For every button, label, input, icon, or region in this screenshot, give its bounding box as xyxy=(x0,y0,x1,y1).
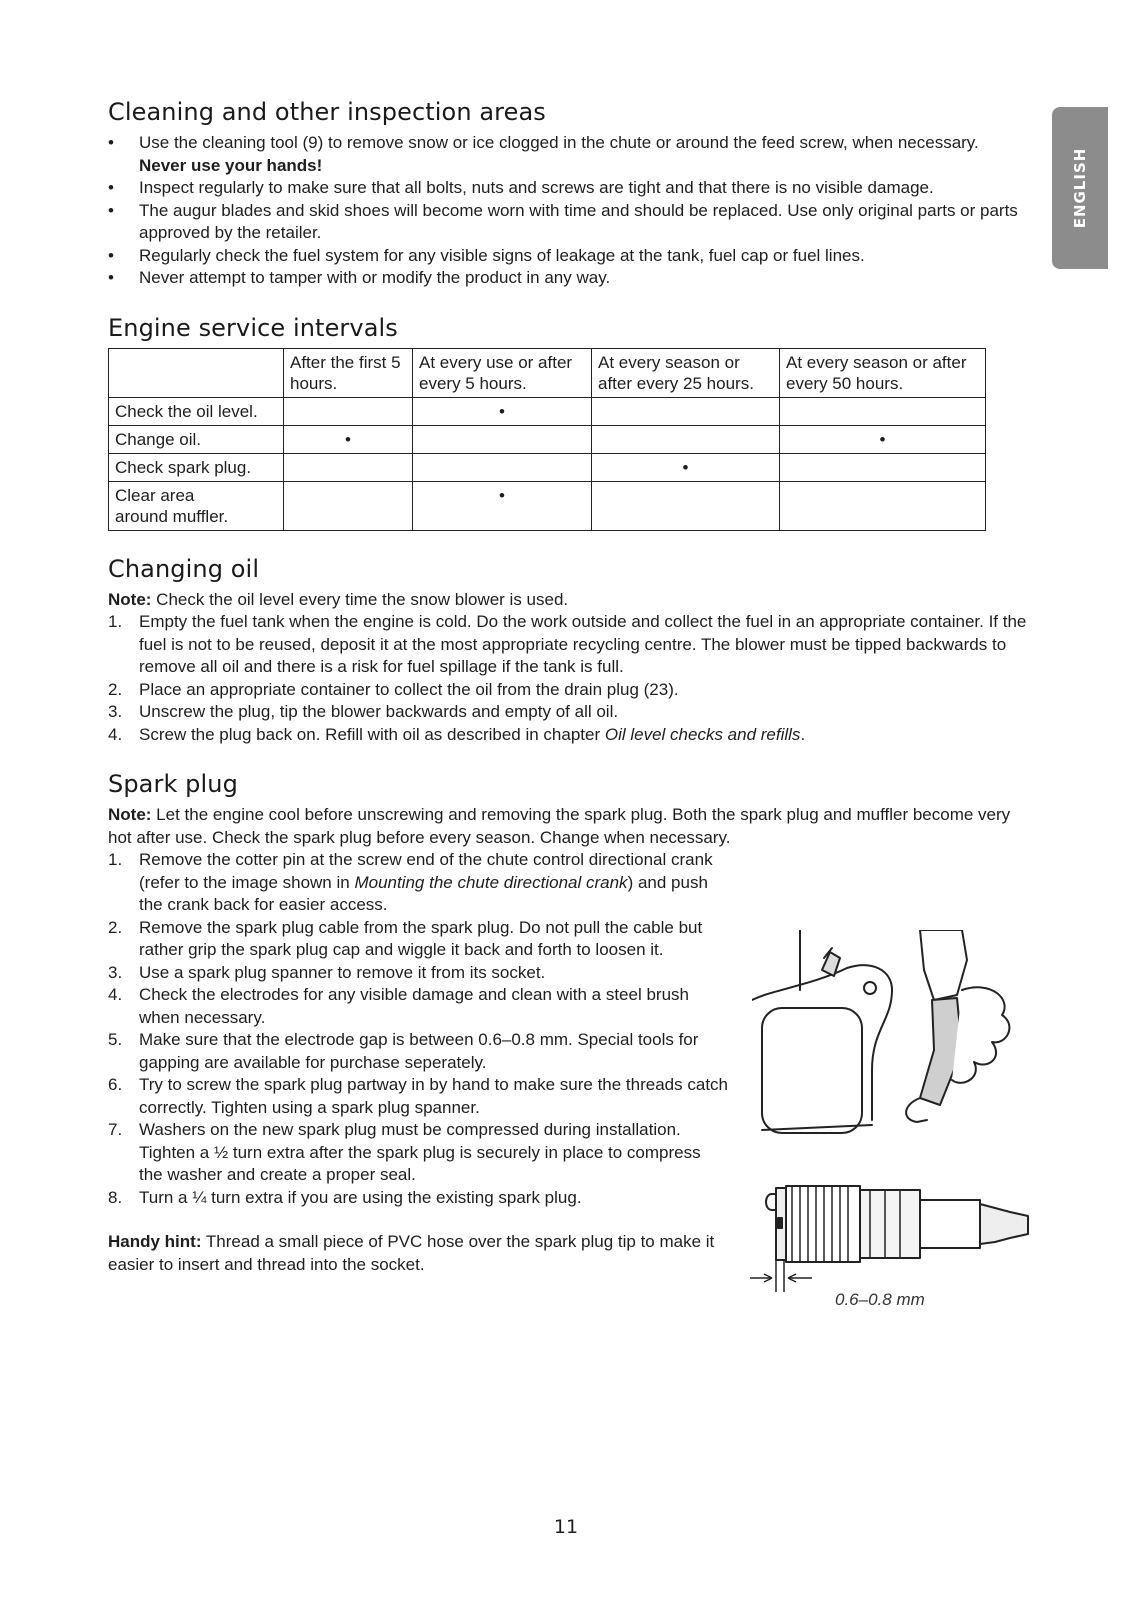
list-item: • Never attempt to tamper with or modify the product in any way. xyxy=(108,268,611,287)
handy-hint: Handy hint: Thread a small piece of PVC hose over the spark plug tip to make it easier to insert and thread into the socket. xyxy=(108,1232,715,1274)
list-item: 4. Check the electrodes for any visible damage and clean with a steel brush when necessary. xyxy=(108,985,689,1027)
electrode-gap-label: 0.6–0.8 mm xyxy=(835,1290,925,1309)
list-item: • Inspect regularly to make sure that all bolts, nuts and screws are tight and that there is no visible damage. xyxy=(108,178,934,197)
row-label: Change oil. xyxy=(109,425,284,453)
language-tab-label: ENGLISH xyxy=(1071,147,1089,229)
interval-mark: • xyxy=(284,425,413,453)
list-item: 2. Remove the spark plug cable from the spark plug. Do not pull the cable but rather grip the spark plug cap and wiggle it back and forth to loosen it. xyxy=(108,917,703,959)
oil-steps xyxy=(108,611,1028,746)
spark-plug-removal-illustration xyxy=(752,930,1032,1145)
list-item: 7. Washers on the new spark plug must be compressed during installation. Tighten a ½ turn extra after the spark plug is securely in place to compress the washer and create a proper seal. xyxy=(108,1120,701,1184)
list-item: • Use the cleaning tool (9) to remove snow or ice clogged in the chute or around the feed screw, when necessary. Never use your hands! xyxy=(108,133,979,175)
table-header-cell xyxy=(109,348,284,397)
interval-mark xyxy=(413,453,592,481)
list-item: 1. Remove the cotter pin at the screw end of the chute control directional crank (refer to the image shown in Mounting the chute directional crank) and push the crank back for easier access. xyxy=(108,850,713,914)
list-item: 3. Use a spark plug spanner to remove it from its socket. xyxy=(108,962,546,982)
row-label: Check spark plug. xyxy=(109,453,284,481)
interval-mark: • xyxy=(780,425,986,453)
table-header-row xyxy=(109,348,986,397)
row-label: Clear area around muffler. xyxy=(109,481,284,530)
interval-mark: • xyxy=(413,397,592,425)
list-item: • Regularly check the fuel system for any visible signs of leakage at the tank, fuel cap or fuel lines. xyxy=(108,245,865,265)
changing-oil-section xyxy=(108,555,1028,747)
interval-mark xyxy=(592,397,780,425)
table-row xyxy=(109,481,986,530)
interval-mark: • xyxy=(413,481,592,530)
spark-plug-heading: Spark plug xyxy=(108,770,238,798)
spark-note: Note: Let the engine cool before unscrewing and removing the spark plug. Both the spark plug and muffler become very hot after use. Check the spark plug before every season. Change when necessary. xyxy=(108,805,1011,847)
interval-mark xyxy=(413,425,592,453)
interval-mark xyxy=(592,481,780,530)
list-item: 6. Try to screw the spark plug partway in by hand to make sure the threads catch correctly. Tighten using a spark plug spanner. xyxy=(108,1075,728,1117)
list-item: 1. Empty the fuel tank when the engine is cold. Do the work outside and collect the fuel in an appropriate container. If the fuel is not to be reused, deposit it at the most appropriate recycling centre. The blower must be tipped backwards to remove all oil and there is a risk for fuel spillage if the tank is full. xyxy=(108,612,1027,676)
interval-mark xyxy=(284,481,413,530)
service-intervals-table xyxy=(108,348,986,531)
interval-mark xyxy=(780,397,986,425)
table-header-cell: After the first 5 hours. xyxy=(284,348,413,397)
list-item: 4. Screw the plug back on. Refill with oil as described in chapter Oil level checks and refills. xyxy=(108,724,806,744)
list-item: 3. Unscrew the plug, tip the blower backwards and empty of all oil. xyxy=(108,702,619,721)
language-tab xyxy=(1052,107,1108,269)
list-item: 5. Make sure that the electrode gap is between 0.6–0.8 mm. Special tools for gapping are available for purchase seperately. xyxy=(108,1030,699,1072)
interval-mark xyxy=(284,397,413,425)
table-row xyxy=(109,425,986,453)
cleaning-heading: Cleaning and other inspection areas xyxy=(108,98,546,126)
table-header-cell: At every use or after every 5 hours. xyxy=(413,348,592,397)
spark-steps xyxy=(108,849,728,1209)
oil-note: Note: Check the oil level every time the snow blower is used. xyxy=(108,589,569,609)
interval-mark xyxy=(780,481,986,530)
table-row xyxy=(109,453,986,481)
cleaning-list xyxy=(108,132,1028,290)
table-header-cell: At every season or after every 25 hours. xyxy=(592,348,780,397)
list-item: • The augur blades and skid shoes will become worn with time and should be replaced. Use only original parts or parts approved by the retailer. xyxy=(108,200,1018,242)
table-row xyxy=(109,397,986,425)
intervals-section xyxy=(108,314,1028,531)
interval-mark: • xyxy=(592,453,780,481)
cleaning-section xyxy=(108,98,1028,290)
list-item: 8. Turn a ¼ turn extra if you are using the existing spark plug. xyxy=(108,1187,582,1207)
interval-mark xyxy=(592,425,780,453)
intervals-heading: Engine service intervals xyxy=(108,313,398,342)
list-item: 2. Place an appropriate container to collect the oil from the drain plug (23). xyxy=(108,679,679,699)
row-label: Check the oil level. xyxy=(109,397,284,425)
table-header-cell: At every season or after every 50 hours. xyxy=(780,348,986,397)
page-number: 11 xyxy=(553,1516,579,1538)
changing-oil-heading: Changing oil xyxy=(108,554,260,583)
interval-mark xyxy=(780,453,986,481)
interval-mark xyxy=(284,453,413,481)
